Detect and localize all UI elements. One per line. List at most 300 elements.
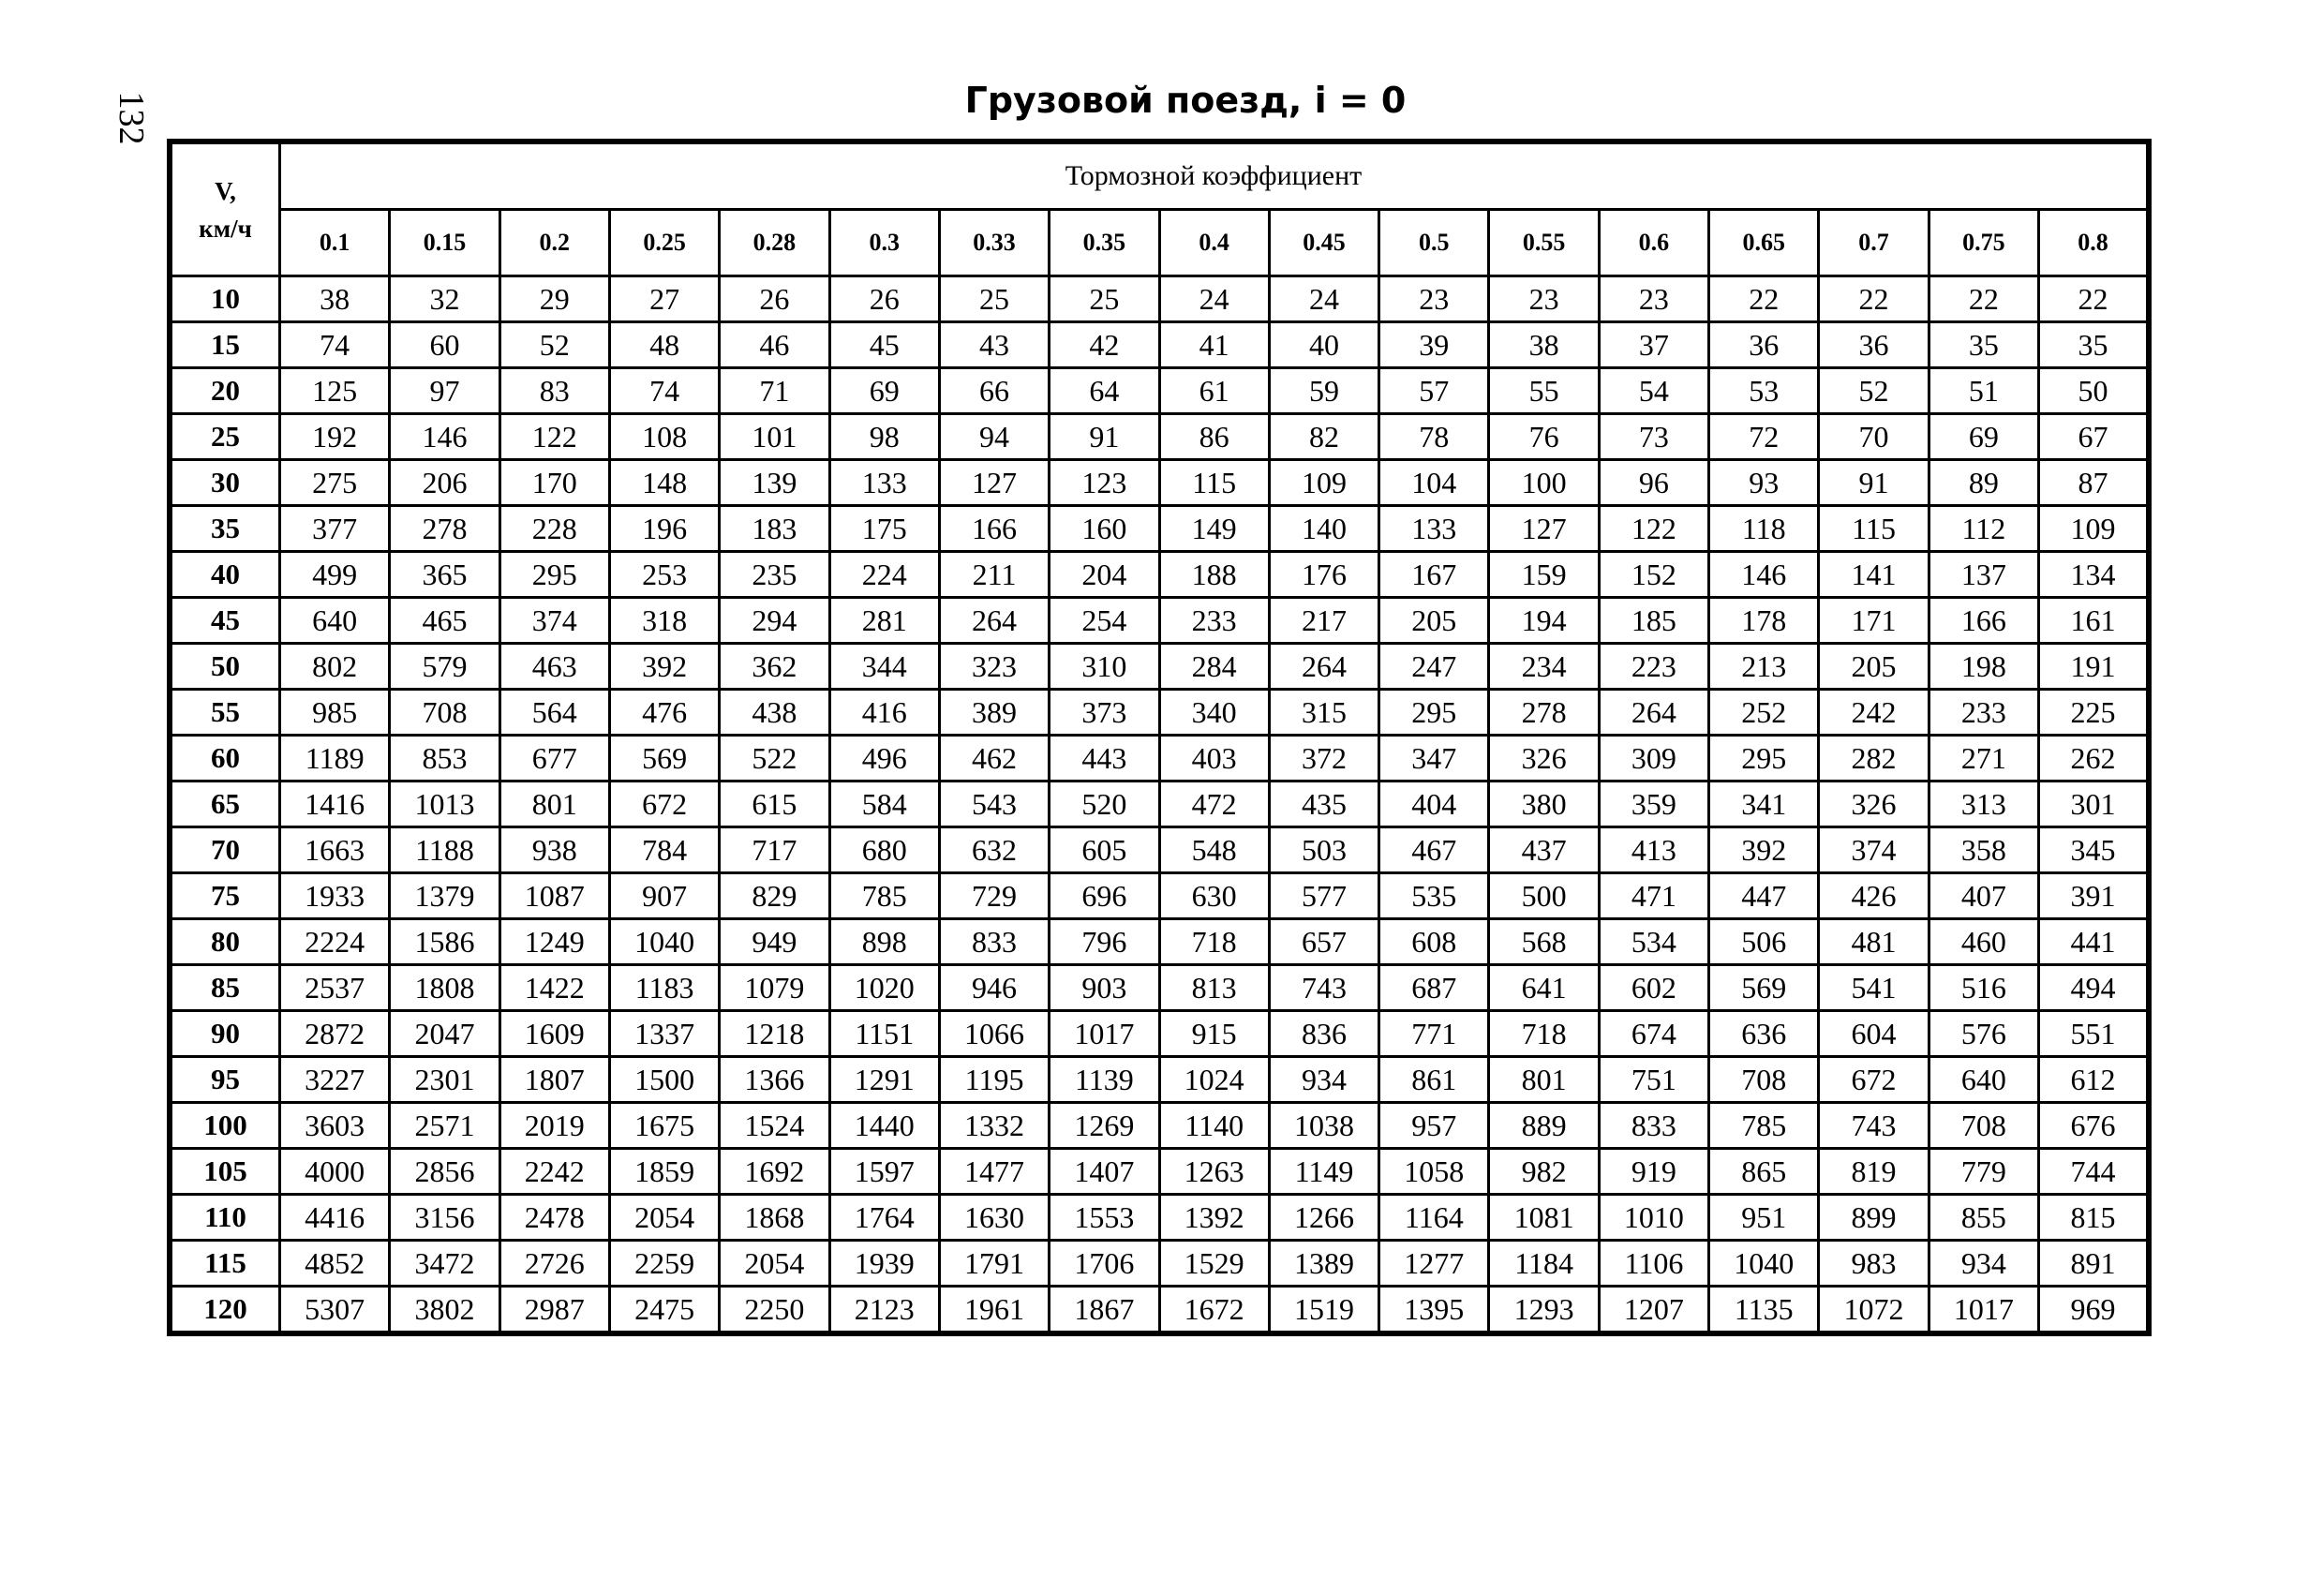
value-cell: 2019	[499, 1103, 609, 1149]
table-body	[170, 276, 2149, 1334]
value-cell: 372	[1269, 736, 1378, 782]
coefficient-header: 0.6	[1599, 210, 1708, 276]
value-cell: 326	[1819, 782, 1929, 827]
value-cell: 708	[1709, 1057, 1819, 1103]
speed-cell: 30	[170, 460, 280, 506]
value-cell: 718	[1159, 919, 1269, 965]
value-cell: 87	[2039, 460, 2150, 506]
value-cell: 1024	[1159, 1057, 1269, 1103]
value-cell: 5307	[280, 1287, 390, 1334]
value-cell: 1868	[720, 1195, 829, 1241]
value-cell: 74	[280, 322, 390, 368]
speed-cell: 50	[170, 644, 280, 690]
value-cell: 96	[1599, 460, 1708, 506]
value-cell: 443	[1050, 736, 1159, 782]
value-cell: 907	[609, 873, 719, 919]
value-cell: 149	[1159, 506, 1269, 552]
value-cell: 569	[1709, 965, 1819, 1011]
value-cell: 82	[1269, 414, 1378, 460]
value-cell: 127	[1489, 506, 1599, 552]
value-cell: 55	[1489, 368, 1599, 414]
value-cell: 139	[720, 460, 829, 506]
value-cell: 2301	[390, 1057, 499, 1103]
value-cell: 2250	[720, 1287, 829, 1334]
table-row	[170, 965, 2149, 1011]
value-cell: 67	[2039, 414, 2150, 460]
value-cell: 500	[1489, 873, 1599, 919]
value-cell: 1189	[280, 736, 390, 782]
value-cell: 569	[609, 736, 719, 782]
value-cell: 579	[390, 644, 499, 690]
page-number: 132	[112, 91, 151, 145]
value-cell: 281	[829, 598, 939, 644]
value-cell: 146	[390, 414, 499, 460]
value-cell: 1586	[390, 919, 499, 965]
value-cell: 60	[390, 322, 499, 368]
value-cell: 94	[939, 414, 1049, 460]
value-cell: 36	[1709, 322, 1819, 368]
value-cell: 437	[1489, 827, 1599, 873]
value-cell: 751	[1599, 1057, 1708, 1103]
value-cell: 323	[939, 644, 1049, 690]
value-cell: 1207	[1599, 1287, 1708, 1334]
value-cell: 1184	[1489, 1241, 1599, 1287]
value-cell: 551	[2039, 1011, 2150, 1057]
value-cell: 801	[499, 782, 609, 827]
value-cell: 45	[829, 322, 939, 368]
speed-cell: 15	[170, 322, 280, 368]
value-cell: 543	[939, 782, 1049, 827]
value-cell: 1249	[499, 919, 609, 965]
value-cell: 59	[1269, 368, 1378, 414]
value-cell: 183	[720, 506, 829, 552]
value-cell: 696	[1050, 873, 1159, 919]
value-cell: 855	[1929, 1195, 2038, 1241]
value-cell: 310	[1050, 644, 1159, 690]
value-cell: 374	[1819, 827, 1929, 873]
value-cell: 1066	[939, 1011, 1049, 1057]
value-cell: 676	[2039, 1103, 2150, 1149]
value-cell: 1553	[1050, 1195, 1159, 1241]
value-cell: 318	[609, 598, 719, 644]
value-cell: 708	[390, 690, 499, 736]
value-cell: 1389	[1269, 1241, 1378, 1287]
value-cell: 672	[1819, 1057, 1929, 1103]
value-cell: 175	[829, 506, 939, 552]
value-cell: 1017	[1050, 1011, 1159, 1057]
value-cell: 672	[609, 782, 719, 827]
value-cell: 915	[1159, 1011, 1269, 1057]
value-cell: 1440	[829, 1103, 939, 1149]
value-cell: 35	[1929, 322, 2038, 368]
value-cell: 2123	[829, 1287, 939, 1334]
value-cell: 22	[1819, 276, 1929, 322]
value-cell: 362	[720, 644, 829, 690]
value-cell: 506	[1709, 919, 1819, 965]
braking-coefficient-group-header: Тормозной коэффициент	[280, 141, 2150, 210]
value-cell: 1269	[1050, 1103, 1159, 1149]
value-cell: 295	[499, 552, 609, 598]
value-cell: 657	[1269, 919, 1378, 965]
value-cell: 463	[499, 644, 609, 690]
value-cell: 1106	[1599, 1241, 1708, 1287]
value-cell: 743	[1269, 965, 1378, 1011]
value-cell: 26	[720, 276, 829, 322]
value-cell: 278	[390, 506, 499, 552]
value-cell: 73	[1599, 414, 1708, 460]
value-cell: 225	[2039, 690, 2150, 736]
value-cell: 148	[609, 460, 719, 506]
value-cell: 22	[1709, 276, 1819, 322]
value-cell: 40	[1269, 322, 1378, 368]
value-cell: 275	[280, 460, 390, 506]
value-cell: 985	[280, 690, 390, 736]
value-cell: 465	[390, 598, 499, 644]
value-cell: 1332	[939, 1103, 1049, 1149]
value-cell: 188	[1159, 552, 1269, 598]
value-cell: 1764	[829, 1195, 939, 1241]
value-cell: 52	[499, 322, 609, 368]
value-cell: 205	[1379, 598, 1489, 644]
value-cell: 1791	[939, 1241, 1049, 1287]
value-cell: 1266	[1269, 1195, 1378, 1241]
value-cell: 1337	[609, 1011, 719, 1057]
value-cell: 24	[1269, 276, 1378, 322]
value-cell: 166	[1929, 598, 2038, 644]
value-cell: 235	[720, 552, 829, 598]
speed-cell: 55	[170, 690, 280, 736]
table-row	[170, 1011, 2149, 1057]
value-cell: 426	[1819, 873, 1929, 919]
table-row	[170, 1057, 2149, 1103]
value-cell: 1524	[720, 1103, 829, 1149]
value-cell: 228	[499, 506, 609, 552]
table-row	[170, 598, 2149, 644]
speed-cell: 45	[170, 598, 280, 644]
table-row	[170, 552, 2149, 598]
value-cell: 89	[1929, 460, 2038, 506]
value-cell: 2856	[390, 1149, 499, 1195]
value-cell: 1087	[499, 873, 609, 919]
coefficient-header: 0.35	[1050, 210, 1159, 276]
value-cell: 447	[1709, 873, 1819, 919]
value-cell: 951	[1709, 1195, 1819, 1241]
value-cell: 39	[1379, 322, 1489, 368]
speed-cell: 25	[170, 414, 280, 460]
value-cell: 934	[1929, 1241, 2038, 1287]
value-cell: 1277	[1379, 1241, 1489, 1287]
value-cell: 957	[1379, 1103, 1489, 1149]
value-cell: 2571	[390, 1103, 499, 1149]
value-cell: 161	[2039, 598, 2150, 644]
speed-cell: 95	[170, 1057, 280, 1103]
value-cell: 380	[1489, 782, 1599, 827]
value-cell: 2224	[280, 919, 390, 965]
value-cell: 262	[2039, 736, 2150, 782]
value-cell: 23	[1379, 276, 1489, 322]
value-cell: 109	[2039, 506, 2150, 552]
value-cell: 78	[1379, 414, 1489, 460]
value-cell: 74	[609, 368, 719, 414]
value-cell: 123	[1050, 460, 1159, 506]
value-cell: 1149	[1269, 1149, 1378, 1195]
coefficient-header: 0.15	[390, 210, 499, 276]
value-cell: 1500	[609, 1057, 719, 1103]
speed-cell: 110	[170, 1195, 280, 1241]
value-cell: 27	[609, 276, 719, 322]
value-cell: 1135	[1709, 1287, 1819, 1334]
value-cell: 3472	[390, 1241, 499, 1287]
coefficient-header: 0.65	[1709, 210, 1819, 276]
value-cell: 407	[1929, 873, 2038, 919]
value-cell: 680	[829, 827, 939, 873]
value-cell: 72	[1709, 414, 1819, 460]
value-cell: 254	[1050, 598, 1159, 644]
value-cell: 83	[499, 368, 609, 414]
value-cell: 413	[1599, 827, 1708, 873]
coefficient-header: 0.28	[720, 210, 829, 276]
speed-cell: 85	[170, 965, 280, 1011]
value-cell: 1038	[1269, 1103, 1378, 1149]
value-cell: 632	[939, 827, 1049, 873]
speed-column-header	[170, 141, 280, 276]
speed-cell: 10	[170, 276, 280, 322]
coefficient-header: 0.7	[1819, 210, 1929, 276]
table-row	[170, 736, 2149, 782]
value-cell: 233	[1159, 598, 1269, 644]
value-cell: 784	[609, 827, 719, 873]
value-cell: 37	[1599, 322, 1708, 368]
table-row	[170, 276, 2149, 322]
value-cell: 946	[939, 965, 1049, 1011]
value-cell: 3802	[390, 1287, 499, 1334]
value-cell: 503	[1269, 827, 1378, 873]
value-cell: 86	[1159, 414, 1269, 460]
value-cell: 278	[1489, 690, 1599, 736]
coefficient-header: 0.1	[280, 210, 390, 276]
value-cell: 796	[1050, 919, 1159, 965]
value-cell: 813	[1159, 965, 1269, 1011]
value-cell: 166	[939, 506, 1049, 552]
value-cell: 604	[1819, 1011, 1929, 1057]
value-cell: 365	[390, 552, 499, 598]
value-cell: 472	[1159, 782, 1269, 827]
value-cell: 2726	[499, 1241, 609, 1287]
value-cell: 2872	[280, 1011, 390, 1057]
value-cell: 462	[939, 736, 1049, 782]
value-cell: 1291	[829, 1057, 939, 1103]
value-cell: 564	[499, 690, 609, 736]
value-cell: 1672	[1159, 1287, 1269, 1334]
value-cell: 1293	[1489, 1287, 1599, 1334]
value-cell: 717	[720, 827, 829, 873]
value-cell: 1379	[390, 873, 499, 919]
value-cell: 1081	[1489, 1195, 1599, 1241]
value-cell: 224	[829, 552, 939, 598]
value-cell: 1597	[829, 1149, 939, 1195]
table-row	[170, 1149, 2149, 1195]
table-row	[170, 690, 2149, 736]
value-cell: 104	[1379, 460, 1489, 506]
value-cell: 584	[829, 782, 939, 827]
value-cell: 541	[1819, 965, 1929, 1011]
speed-cell: 115	[170, 1241, 280, 1287]
value-cell: 50	[2039, 368, 2150, 414]
value-cell: 1529	[1159, 1241, 1269, 1287]
value-cell: 358	[1929, 827, 2038, 873]
value-cell: 1609	[499, 1011, 609, 1057]
value-cell: 341	[1709, 782, 1819, 827]
value-cell: 1395	[1379, 1287, 1489, 1334]
value-cell: 2047	[390, 1011, 499, 1057]
value-cell: 1040	[1709, 1241, 1819, 1287]
value-cell: 313	[1929, 782, 2038, 827]
value-cell: 2478	[499, 1195, 609, 1241]
value-cell: 192	[280, 414, 390, 460]
value-cell: 51	[1929, 368, 2038, 414]
value-cell: 4852	[280, 1241, 390, 1287]
coefficient-header: 0.2	[499, 210, 609, 276]
value-cell: 3156	[390, 1195, 499, 1241]
value-cell: 1392	[1159, 1195, 1269, 1241]
value-cell: 1675	[609, 1103, 719, 1149]
value-cell: 2242	[499, 1149, 609, 1195]
value-cell: 42	[1050, 322, 1159, 368]
speed-header-unit: км/ч	[199, 214, 252, 243]
value-cell: 677	[499, 736, 609, 782]
value-cell: 1808	[390, 965, 499, 1011]
value-cell: 1183	[609, 965, 719, 1011]
value-cell: 24	[1159, 276, 1269, 322]
value-cell: 167	[1379, 552, 1489, 598]
value-cell: 605	[1050, 827, 1159, 873]
value-cell: 889	[1489, 1103, 1599, 1149]
value-cell: 70	[1819, 414, 1929, 460]
value-cell: 309	[1599, 736, 1708, 782]
table-row	[170, 414, 2149, 460]
value-cell: 438	[720, 690, 829, 736]
table-row	[170, 506, 2149, 552]
coefficient-header: 0.55	[1489, 210, 1599, 276]
value-cell: 170	[499, 460, 609, 506]
value-cell: 46	[720, 322, 829, 368]
value-cell: 38	[1489, 322, 1599, 368]
value-cell: 23	[1489, 276, 1599, 322]
value-cell: 802	[280, 644, 390, 690]
value-cell: 1218	[720, 1011, 829, 1057]
value-cell: 242	[1819, 690, 1929, 736]
value-cell: 836	[1269, 1011, 1378, 1057]
coefficient-header: 0.8	[2039, 210, 2150, 276]
value-cell: 640	[1929, 1057, 2038, 1103]
value-cell: 176	[1269, 552, 1378, 598]
speed-cell: 105	[170, 1149, 280, 1195]
table-row	[170, 322, 2149, 368]
value-cell: 205	[1819, 644, 1929, 690]
value-cell: 674	[1599, 1011, 1708, 1057]
header-row-group	[170, 141, 2149, 210]
value-cell: 38	[280, 276, 390, 322]
value-cell: 1263	[1159, 1149, 1269, 1195]
value-cell: 1939	[829, 1241, 939, 1287]
value-cell: 91	[1819, 460, 1929, 506]
header-row-coefficients	[170, 210, 2149, 276]
value-cell: 1188	[390, 827, 499, 873]
value-cell: 1164	[1379, 1195, 1489, 1241]
value-cell: 499	[280, 552, 390, 598]
value-cell: 729	[939, 873, 1049, 919]
value-cell: 204	[1050, 552, 1159, 598]
value-cell: 284	[1159, 644, 1269, 690]
value-cell: 496	[829, 736, 939, 782]
value-cell: 476	[609, 690, 719, 736]
value-cell: 223	[1599, 644, 1708, 690]
value-cell: 1630	[939, 1195, 1049, 1241]
value-cell: 52	[1819, 368, 1929, 414]
value-cell: 69	[829, 368, 939, 414]
value-cell: 64	[1050, 368, 1159, 414]
value-cell: 1416	[280, 782, 390, 827]
value-cell: 467	[1379, 827, 1489, 873]
value-cell: 636	[1709, 1011, 1819, 1057]
value-cell: 819	[1819, 1149, 1929, 1195]
table-row	[170, 644, 2149, 690]
value-cell: 982	[1489, 1149, 1599, 1195]
value-cell: 861	[1379, 1057, 1489, 1103]
value-cell: 1072	[1819, 1287, 1929, 1334]
page-title: Грузовой поезд, i = 0	[964, 80, 1407, 121]
value-cell: 69	[1929, 414, 2038, 460]
value-cell: 630	[1159, 873, 1269, 919]
value-cell: 522	[720, 736, 829, 782]
value-cell: 829	[720, 873, 829, 919]
value-cell: 295	[1379, 690, 1489, 736]
value-cell: 1477	[939, 1149, 1049, 1195]
value-cell: 441	[2039, 919, 2150, 965]
value-cell: 435	[1269, 782, 1378, 827]
speed-cell: 40	[170, 552, 280, 598]
value-cell: 938	[499, 827, 609, 873]
speed-cell: 35	[170, 506, 280, 552]
speed-cell: 65	[170, 782, 280, 827]
value-cell: 36	[1819, 322, 1929, 368]
value-cell: 217	[1269, 598, 1378, 644]
value-cell: 53	[1709, 368, 1819, 414]
value-cell: 392	[1709, 827, 1819, 873]
value-cell: 91	[1050, 414, 1159, 460]
value-cell: 833	[1599, 1103, 1708, 1149]
value-cell: 93	[1709, 460, 1819, 506]
value-cell: 919	[1599, 1149, 1708, 1195]
value-cell: 687	[1379, 965, 1489, 1011]
value-cell: 1961	[939, 1287, 1049, 1334]
value-cell: 344	[829, 644, 939, 690]
speed-cell: 120	[170, 1287, 280, 1334]
value-cell: 43	[939, 322, 1049, 368]
coefficient-header: 0.25	[609, 210, 719, 276]
value-cell: 301	[2039, 782, 2150, 827]
value-cell: 234	[1489, 644, 1599, 690]
value-cell: 295	[1709, 736, 1819, 782]
value-cell: 247	[1379, 644, 1489, 690]
value-cell: 57	[1379, 368, 1489, 414]
value-cell: 133	[1379, 506, 1489, 552]
value-cell: 294	[720, 598, 829, 644]
value-cell: 101	[720, 414, 829, 460]
value-cell: 54	[1599, 368, 1708, 414]
value-cell: 1706	[1050, 1241, 1159, 1287]
table-row	[170, 1287, 2149, 1334]
